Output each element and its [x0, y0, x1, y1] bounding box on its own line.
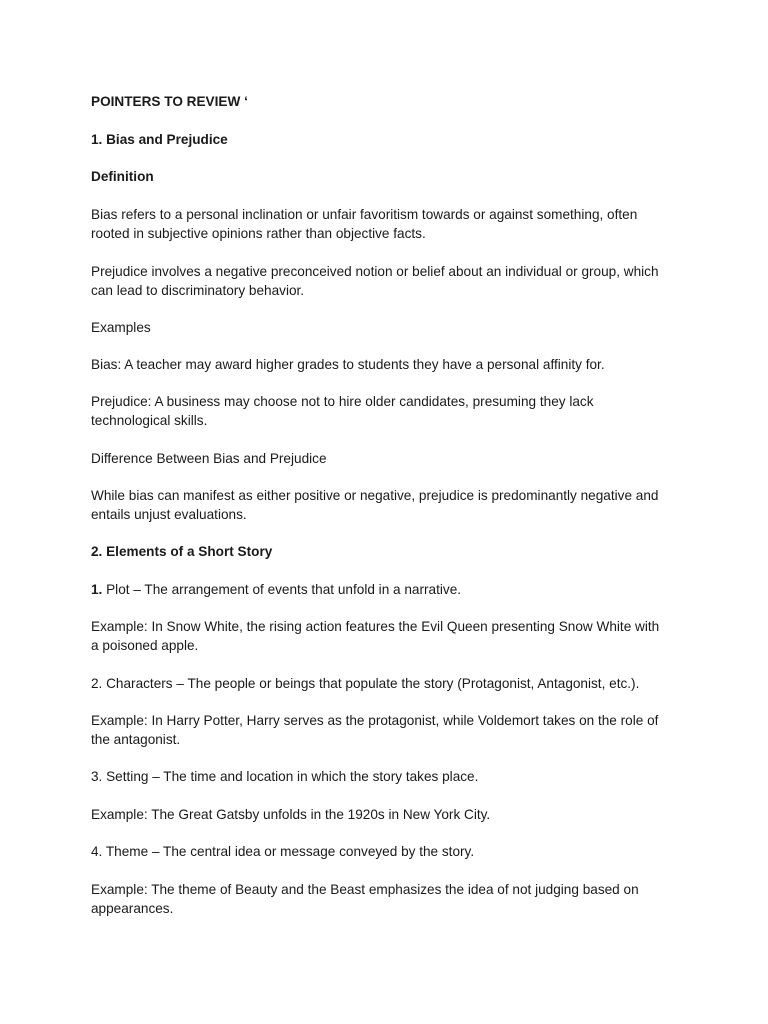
setting-example: Example: The Great Gatsby unfolds in the 1920s in New York City.	[91, 807, 491, 822]
difference-heading: Difference Between Bias and Prejudice	[91, 451, 327, 466]
characters-item: 2. Characters – The people or beings that populate the story (Protagonist, Antagonist, etc.).	[91, 676, 640, 691]
theme-example-line-2: appearances.	[91, 901, 174, 916]
theme-item: 4. Theme – The central idea or message conveyed by the story.	[91, 844, 475, 859]
definition-heading: Definition	[91, 169, 154, 184]
plot-example-line-1: Example: In Snow White, the rising action features the Evil Queen presenting Snow White with	[91, 619, 660, 634]
plot-number: 1.	[91, 582, 103, 597]
examples-heading: Examples	[91, 320, 151, 335]
plot-example-line-2: a poisoned apple.	[91, 638, 199, 653]
prejudice-definition-line-1: Prejudice involves a negative preconceived notion or belief about an individual or group, which	[91, 264, 659, 279]
theme-example-line-1: Example: The theme of Beauty and the Beast emphasizes the idea of not judging based on	[91, 882, 639, 897]
characters-example-line-2: the antagonist.	[91, 732, 181, 747]
bias-definition-line-1: Bias refers to a personal inclination or unfair favoritism towards or against something, often	[91, 207, 638, 222]
bias-example: Bias: A teacher may award higher grades to students they have a personal affinity for.	[91, 357, 605, 372]
bias-definition-line-2: rooted in subjective opinions rather than objective facts.	[91, 226, 426, 241]
prejudice-definition-line-2: can lead to discriminatory behavior.	[91, 283, 305, 298]
plot-text: Plot – The arrangement of events that unfold in a narrative.	[102, 582, 462, 597]
plot-item	[91, 580, 681, 599]
section-heading-bias-prejudice: 1. Bias and Prejudice	[91, 132, 228, 147]
setting-item: 3. Setting – The time and location in which the story takes place.	[91, 769, 479, 784]
characters-example-line-1: Example: In Harry Potter, Harry serves as the protagonist, while Voldemort takes on the role of	[91, 713, 659, 728]
section-heading-short-story: 2. Elements of a Short Story	[91, 544, 273, 559]
difference-text-line-2: entails unjust evaluations.	[91, 507, 247, 522]
prejudice-example-line-1: Prejudice: A business may choose not to hire older candidates, presuming they lack	[91, 394, 594, 409]
prejudice-example-line-2: technological skills.	[91, 413, 208, 428]
document-title: POINTERS TO REVIEW ‘	[91, 94, 248, 109]
difference-text-line-1: While bias can manifest as either positive or negative, prejudice is predominantly negative and	[91, 488, 659, 503]
